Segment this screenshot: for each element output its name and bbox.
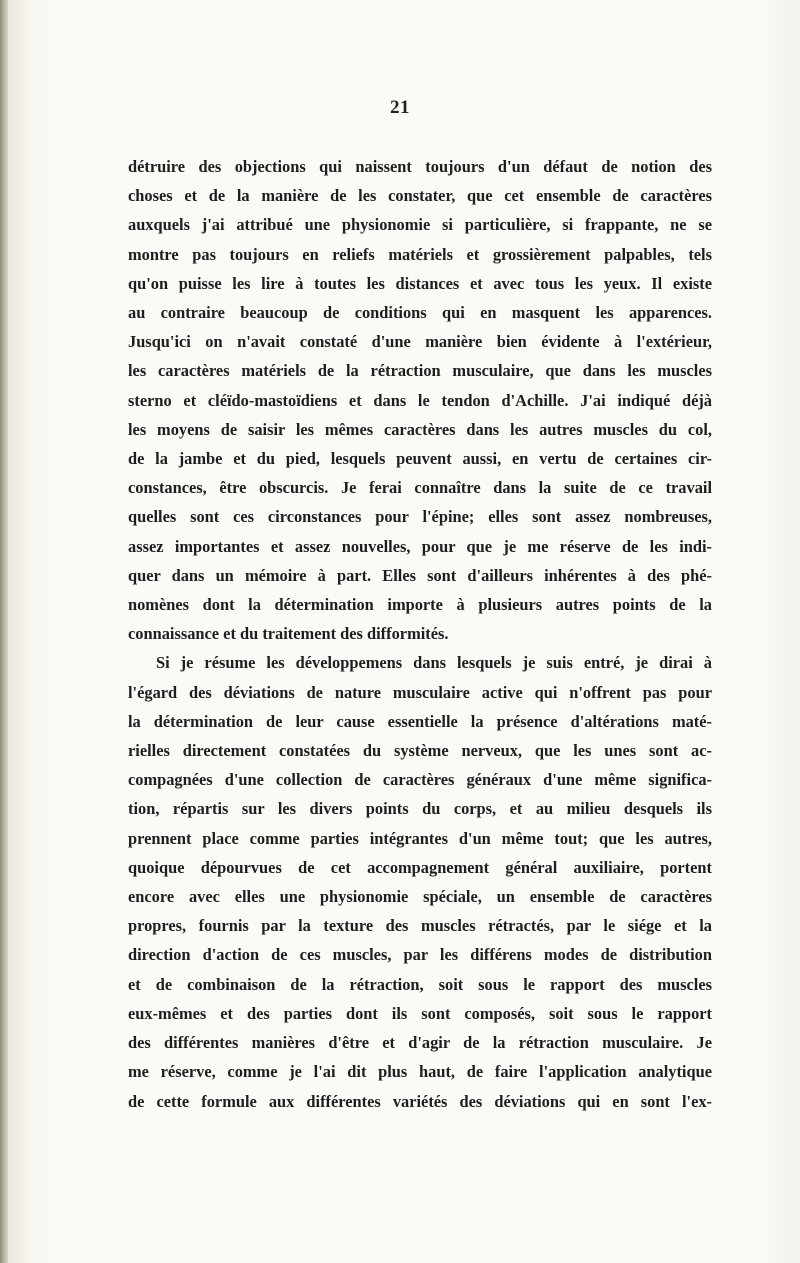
text-line: et de combinaison de la rétraction, soit sous le rapport des muscles bbox=[128, 974, 712, 994]
text-line: choses et de la manière de les constater, que cet ensemble de caractères bbox=[128, 186, 712, 206]
text-line: auxquels j'ai attribué une physionomie si particulière, si frappante, ne se bbox=[128, 215, 712, 235]
text-line: de cette formule aux différentes variétés des déviations qui en sont l'ex- bbox=[128, 1091, 712, 1111]
text-line: au contraire beaucoup de conditions qui en masquent les apparences. bbox=[128, 303, 712, 323]
text-line: nomènes dont la détermination importe à plusieurs autres points de la bbox=[128, 595, 712, 615]
text-line: les caractères matériels de la rétraction musculaire, que dans les muscles bbox=[128, 361, 712, 381]
text-line: tion, répartis sur les divers points du corps, et au milieu desquels ils bbox=[128, 799, 712, 819]
text-line: prennent place comme parties intégrantes d'un même tout; que les autres, bbox=[128, 828, 712, 848]
text-line: compagnées d'une collection de caractères généraux d'une même significa- bbox=[128, 770, 712, 790]
page-spine-shadow bbox=[0, 0, 8, 1263]
text-line: quelles sont ces circonstances pour l'épine; elles sont assez nombreuses, bbox=[128, 507, 712, 527]
text-line: propres, fournis par la texture des muscles rétractés, par le siége et la bbox=[128, 916, 712, 936]
text-line: constances, être obscurcis. Je ferai connaître dans la suite de ce travail bbox=[128, 478, 712, 498]
text-line: me réserve, comme je l'ai dit plus haut, de faire l'application analytique bbox=[128, 1062, 712, 1082]
text-line: détruire des objections qui naissent toujours d'un défaut de notion des bbox=[128, 157, 712, 176]
text-line: connaissance et du traitement des difformités. bbox=[128, 624, 449, 644]
text-line: eux-mêmes et des parties dont ils sont composés, soit sous le rapport bbox=[128, 1003, 712, 1023]
text-line: quoique dépourvues de cet accompagnement général auxiliaire, portent bbox=[128, 857, 712, 877]
body-text bbox=[128, 152, 712, 1116]
text-line: quer dans un mémoire à part. Elles sont d'ailleurs inhérentes à des phé- bbox=[128, 565, 712, 585]
text-line: encore avec elles une physionomie spéciale, un ensemble de caractères bbox=[128, 887, 712, 907]
text-line: rielles directement constatées du système nerveux, que les unes sont ac- bbox=[128, 741, 712, 761]
page-number: 21 bbox=[390, 97, 410, 118]
text-line: les moyens de saisir les mêmes caractères dans les autres muscles du col, bbox=[128, 419, 712, 439]
text-line: assez importantes et assez nouvelles, pour que je me réserve de les indi- bbox=[128, 536, 712, 556]
text-line: de la jambe et du pied, lesquels peuvent aussi, en vertu de certaines cir- bbox=[128, 449, 712, 469]
text-line: Jusqu'ici on n'avait constaté d'une manière bien évidente à l'extérieur, bbox=[128, 332, 712, 352]
text-line: des différentes manières d'être et d'agir de la rétraction musculaire. Je bbox=[128, 1033, 712, 1053]
text-line: Si je résume les développemens dans lesquels je suis entré, je dirai à bbox=[156, 653, 712, 673]
text-line: montre pas toujours en reliefs matériels et grossièrement palpables, tels bbox=[128, 244, 712, 264]
text-line: sterno et cléïdo-mastoïdiens et dans le tendon d'Achille. J'ai indiqué déjà bbox=[128, 390, 712, 410]
text-line: l'égard des déviations de nature musculaire active qui n'offrent pas pour bbox=[128, 682, 712, 702]
text-line: qu'on puisse les lire à toutes les distances et avec tous les yeux. Il existe bbox=[128, 273, 712, 293]
text-line: direction d'action de ces muscles, par les différens modes de distribution bbox=[128, 945, 712, 965]
text-line: la détermination de leur cause essentielle la présence d'altérations maté- bbox=[128, 711, 712, 731]
